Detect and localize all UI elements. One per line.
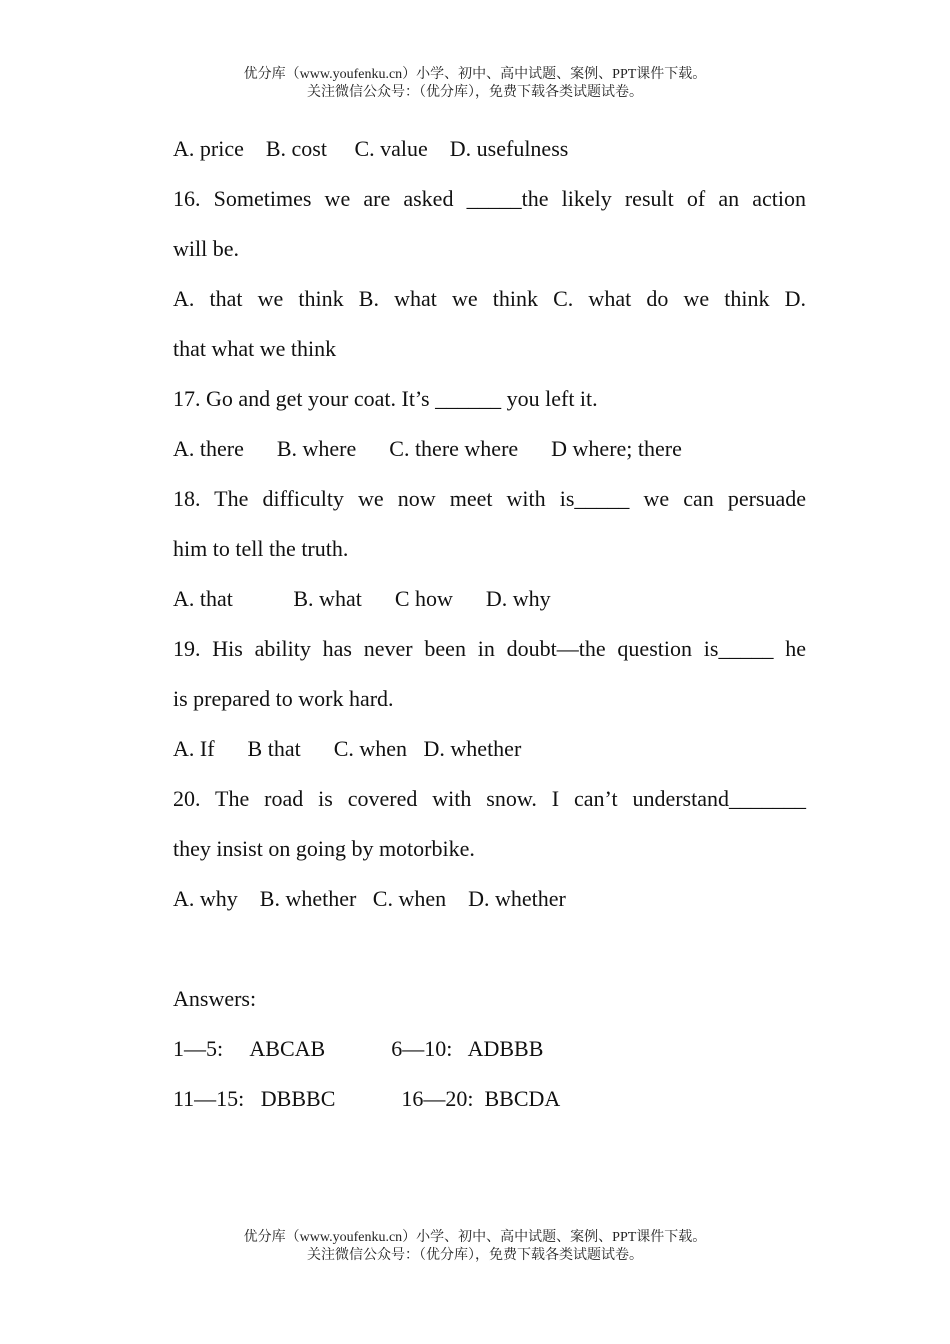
q17-stem: 17. Go and get your coat. It’s ______ you left it. [173,386,598,411]
q16-stem-line-1: 16. Sometimes we are asked _____the likely result of an action [173,186,806,211]
answers-row-2: 11—15: DBBBC 16—20: BBCDA [173,1086,561,1111]
header-line-1: 优分库（www.youfenku.cn）小学、初中、高中试题、案例、PPT课件下载。 [243,67,707,82]
q20-stem-line-1: 20. The road is covered with snow. I can’t understand_______ [173,786,806,811]
q16-options-line-2: that what we think [173,336,337,361]
answers-title: Answers: [173,986,257,1011]
q16-stem-line-2: will be. [173,236,239,261]
q18-stem-line-2: him to tell the truth. [173,536,349,561]
header-line-2: 关注微信公众号：（优分库），免费下载各类试题试卷。 [307,85,643,100]
q18-options: A. that B. what C how D. why [173,586,551,611]
q17-options: A. there B. where C. there where D where; there [173,436,682,461]
q19-options: A. If B that C. when D. whether [173,736,522,761]
answers-row-1: 1—5: ABCAB 6—10: ADBBB [173,1036,544,1061]
q16-options-line-1: A. that we think B. what we think C. what do we think D. [173,286,806,311]
q19-stem-line-2: is prepared to work hard. [173,686,394,711]
q20-options: A. why B. whether C. when D. whether [173,886,566,911]
blank-line [173,924,806,974]
document-body [173,124,806,1124]
page-footer [0,1229,950,1265]
q15-options: A. price B. cost C. value D. usefulness [173,136,569,161]
q19-stem-line-1: 19. His ability has never been in doubt—the question is_____ he [173,636,806,661]
q20-stem-line-2: they insist on going by motorbike. [173,836,475,861]
footer-line-2: 关注微信公众号：（优分库），免费下载各类试题试卷。 [307,1248,643,1263]
footer-line-1: 优分库（www.youfenku.cn）小学、初中、高中试题、案例、PPT课件下载。 [243,1230,707,1245]
q18-stem-line-1: 18. The difficulty we now meet with is_____ we can persuade [173,486,806,511]
page-header [0,66,950,102]
